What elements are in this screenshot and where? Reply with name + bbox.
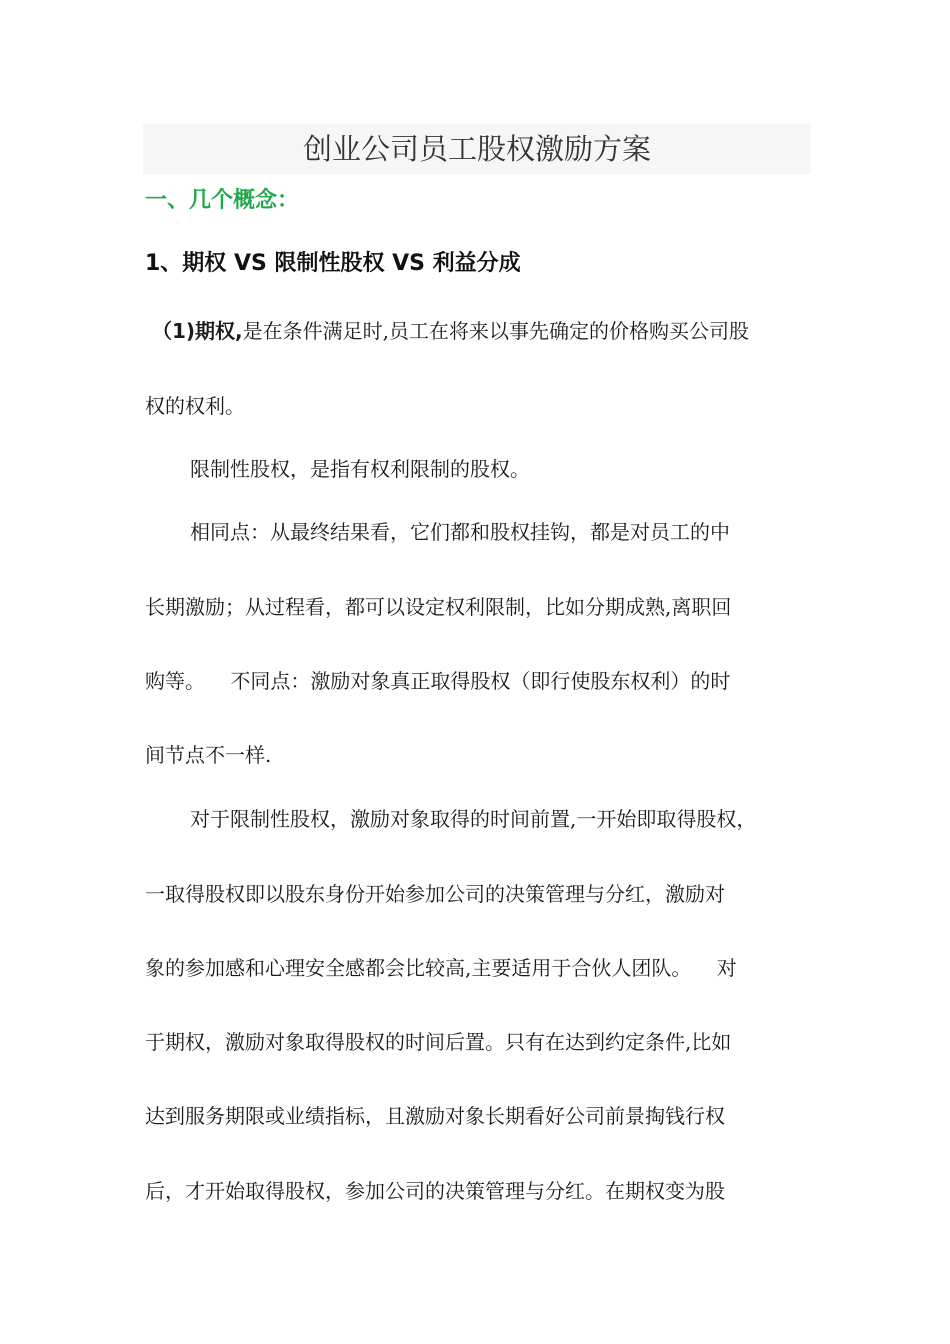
section-heading: 一、几个概念： — [145, 188, 300, 213]
paragraph-line — [145, 953, 815, 983]
sub-heading: 1、期权 VS 限制性股权 VS 利益分成 — [145, 251, 521, 276]
line-text: 一取得股权即以股东身份开始参加公司的决策管理与分红，激励对 — [145, 882, 725, 906]
line-text: 是在条件满足时,员工在将来以事先确定的价格购买公司股 — [242, 319, 750, 343]
option-term: （1)期权, — [152, 319, 243, 343]
document-title: 创业公司员工股权激励方案 — [302, 132, 651, 166]
paragraph-line — [145, 391, 815, 421]
line-text: 购等。 不同点：激励对象真正取得股权（即行使股东权利）的时 — [145, 669, 731, 693]
paragraph-line — [145, 592, 815, 622]
paragraph-line — [152, 316, 822, 346]
paragraph-line — [145, 517, 860, 547]
line-text: 于期权，激励对象取得股权的时间后置。只有在达到约定条件,比如 — [145, 1030, 732, 1054]
line-text: 象的参加感和心理安全感都会比较高,主要适用于合伙人团队。 对 — [145, 956, 737, 980]
paragraph-line — [145, 1027, 815, 1057]
line-text: 达到服务期限或业绩指标，且激励对象长期看好公司前景掏钱行权 — [145, 1104, 725, 1128]
paragraph-line — [145, 804, 860, 834]
line-text: 限制性股权，是指有权利限制的股权。 — [190, 457, 530, 481]
line-text: 后，才开始取得股权，参加公司的决策管理与分红。在期权变为股 — [145, 1179, 725, 1203]
line-text: 相同点：从最终结果看，它们都和股权挂钩，都是对员工的中 — [190, 520, 730, 544]
line-text: 间节点不一样. — [145, 743, 272, 767]
paragraph-line — [145, 740, 815, 770]
paragraph-line — [145, 454, 860, 484]
line-text: 权的权利。 — [145, 394, 245, 418]
paragraph-line — [145, 1176, 815, 1206]
paragraph-line — [145, 1101, 815, 1131]
line-text: 长期激励；从过程看，都可以设定权利限制，比如分期成熟,离职回 — [145, 595, 732, 619]
paragraph-line — [145, 666, 815, 696]
line-text: 对于限制性股权，激励对象取得的时间前置,一开始即取得股权， — [190, 807, 757, 831]
paragraph-line — [145, 879, 815, 909]
